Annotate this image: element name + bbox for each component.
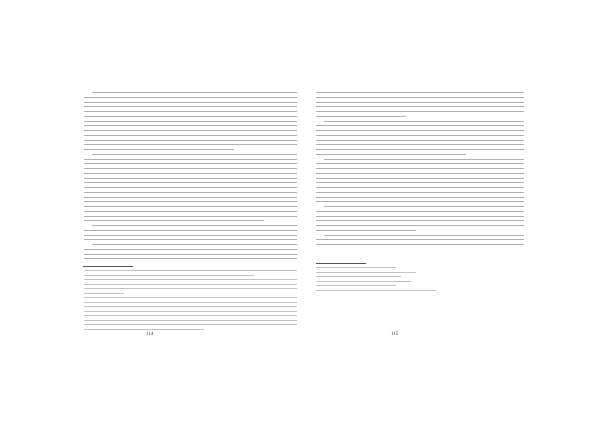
text-line (84, 230, 297, 231)
text-line (324, 235, 524, 236)
text-line (84, 297, 297, 298)
text-line (84, 178, 297, 179)
text-line (316, 92, 524, 93)
text-line (84, 206, 297, 207)
text-line (324, 159, 524, 160)
text-line (84, 197, 297, 198)
text-line (84, 116, 297, 117)
text-line (84, 159, 297, 160)
text-line (316, 154, 466, 155)
text-line (316, 192, 524, 193)
text-line (84, 187, 297, 188)
text-line (84, 106, 297, 107)
text-line (84, 275, 254, 276)
text-line (316, 102, 524, 103)
text-line (316, 125, 524, 126)
text-line (316, 116, 406, 117)
text-line (316, 290, 436, 291)
text-line (316, 106, 524, 107)
text-line (84, 293, 124, 294)
left-footnote-rule (83, 266, 133, 267)
text-line (316, 178, 524, 179)
text-line (84, 254, 297, 255)
text-line (84, 216, 297, 217)
text-line (84, 144, 297, 145)
text-line (92, 154, 297, 155)
text-line (84, 192, 297, 193)
text-line (316, 239, 524, 240)
text-line (316, 281, 411, 282)
text-line (84, 320, 297, 321)
text-line (84, 111, 297, 112)
text-line (316, 225, 524, 226)
text-line (316, 173, 524, 174)
text-line (316, 220, 524, 221)
text-line (316, 140, 524, 141)
text-line (316, 111, 524, 112)
text-line (84, 201, 297, 202)
text-line (316, 135, 524, 136)
text-line (316, 272, 416, 273)
text-line (84, 284, 297, 285)
text-line (316, 163, 524, 164)
text-line (84, 220, 264, 221)
text-line (316, 285, 396, 286)
text-line (84, 182, 297, 183)
text-line (84, 302, 297, 303)
text-line (92, 244, 297, 245)
text-line (84, 239, 297, 240)
right-page (300, 0, 600, 424)
text-line (316, 187, 524, 188)
text-line (316, 211, 524, 212)
text-line (316, 267, 396, 268)
text-line (84, 270, 297, 271)
page-number-left: 114 (146, 332, 154, 337)
text-line (316, 230, 416, 231)
text-line (84, 324, 297, 325)
text-line (84, 211, 297, 212)
text-line (84, 125, 297, 126)
page-number-right: 115 (391, 332, 399, 337)
text-line (324, 121, 524, 122)
text-line (316, 182, 524, 183)
text-line (84, 306, 297, 307)
text-line (84, 97, 297, 98)
text-line (316, 216, 524, 217)
text-line (84, 130, 297, 131)
text-line (84, 149, 234, 150)
text-line (84, 258, 297, 259)
text-line (84, 102, 297, 103)
text-line (84, 135, 297, 136)
text-line (84, 173, 297, 174)
text-line (84, 249, 297, 250)
right-footnote-rule (316, 263, 366, 264)
text-line (84, 121, 297, 122)
text-line (84, 235, 297, 236)
text-line (316, 144, 524, 145)
text-line (84, 315, 297, 316)
text-line (84, 163, 297, 164)
text-line (92, 92, 297, 93)
text-line (316, 276, 401, 277)
text-line (316, 130, 524, 131)
text-line (84, 168, 297, 169)
text-line (84, 311, 297, 312)
text-line (316, 168, 524, 169)
text-line (316, 97, 524, 98)
text-line (316, 201, 524, 202)
text-line (316, 244, 524, 245)
text-line (84, 140, 297, 141)
text-line (316, 197, 524, 198)
text-line (84, 288, 297, 289)
text-line (92, 225, 297, 226)
text-line (316, 149, 524, 150)
text-line (84, 279, 297, 280)
text-line (84, 329, 204, 330)
text-line (324, 206, 524, 207)
